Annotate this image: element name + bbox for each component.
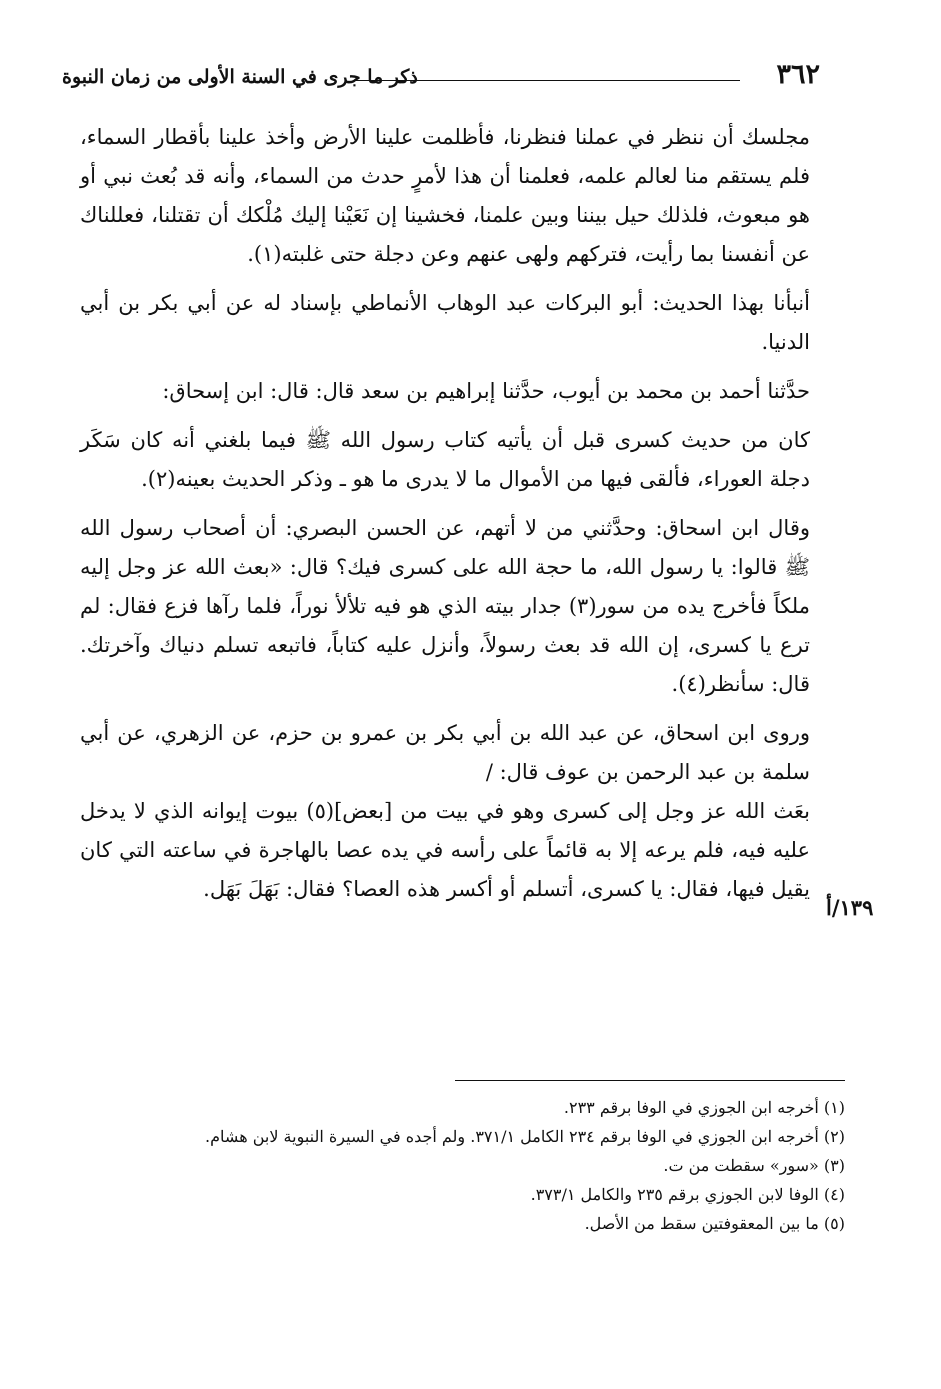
footnote: (٤) الوفا لابن الجوزي برقم ٢٣٥ والكامل ٣٧٣/١. (530, 1185, 845, 1204)
paragraph: وروى ابن اسحاق، عن عبد الله بن أبي بكر بن عمرو بن حزم، عن الزهري، عن أبي سلمة بن عبد الرحمن بن عوف قال: / (80, 721, 810, 784)
main-text (80, 118, 810, 909)
footnotes (120, 1093, 845, 1238)
paragraph: حدَّثنا أحمد بن محمد بن أيوب، حدَّثنا إبراهيم بن سعد قال: قال: ابن إسحاق: (162, 379, 810, 403)
footnote: (٣) «سور» سقطت من ت. (663, 1156, 845, 1175)
running-title: ذكر ما جرى في السنة الأولى من زمان النبوة (62, 66, 418, 88)
footnote: (٢) أخرجه ابن الجوزي في الوفا برقم ٢٣٤ الكامل ٣٧١/١. ولم أجده في السيرة النبوية لابن هشام. (205, 1127, 845, 1146)
footnote: (٥) ما بين المعقوفتين سقط من الأصل. (584, 1214, 845, 1233)
paragraph: مجلسك أن ننظر في عملنا فنظرنا، فأظلمت علينا الأرض وأخذ علينا بأقطار السماء، فلم يستقم منا لعالم علمه، فعلمنا أن هذا لأمرٍ حدث من السماء، وأنه قد بُعث نبي أو هو مبعوث، فلذلك حيل بيننا وبين علمنا، فخشينا إن نَعَيْنا إليك مُلْكك أن تقتلنا، فعللناك عن أنفسنا بما رأيت، فتركهم ولهى عنهم وعن دجلة حتى غلبته(١). (80, 125, 810, 266)
page-header (62, 58, 820, 100)
paragraph: بعَث الله عز وجل إلى كسرى وهو في بيت من [بعض](٥) بيوت إيوانه الذي لا يدخل عليه فيه، فلم يرعه إلا به قائماً على رأسه في يده عصا بالهاجرة في ساعته التي كان يقيل فيها، فقال: يا كسرى، أتسلم أو أكسر هذه العصا؟ فقال: بَهَلَ بَهَل. (80, 799, 810, 901)
footnote: (١) أخرجه ابن الجوزي في الوفا برقم ٢٣٣. (563, 1098, 845, 1117)
folio-margin-note: ١٣٩/أ (826, 895, 874, 920)
paragraph: وقال ابن اسحاق: وحدَّثني من لا أتهم، عن الحسن البصري: أن أصحاب رسول الله ﷺ قالوا: يا رسول الله، ما حجة الله على كسرى فيك؟ قال: «بعث الله عز وجل إليه ملكاً فأخرج يده من سور(٣) جدار بيته الذي هو فيه تلألأ نوراً، فلما رآها فزع فقال: لم ترع يا كسرى، إن الله قد بعث رسولاً، وأنزل عليه كتاباً، فاتبعه تسلم دنياك وآخرتك. قال: سأنظر(٤). (80, 516, 810, 696)
paragraph: كان من حديث كسرى قبل أن يأتيه كتاب رسول الله ﷺ فيما بلغني أنه كان سَكَر دجلة العوراء، فألقى فيها من الأموال ما لا يدرى ما هو ـ وذكر الحديث بعينه(٢). (80, 428, 810, 491)
page-number: ٣٦٢ (776, 59, 820, 90)
footnote-rule (455, 1080, 845, 1081)
paragraph: أنبأنا بهذا الحديث: أبو البركات عبد الوهاب الأنماطي بإسناد له عن أبي بكر بن أبي الدنيا. (80, 291, 810, 354)
